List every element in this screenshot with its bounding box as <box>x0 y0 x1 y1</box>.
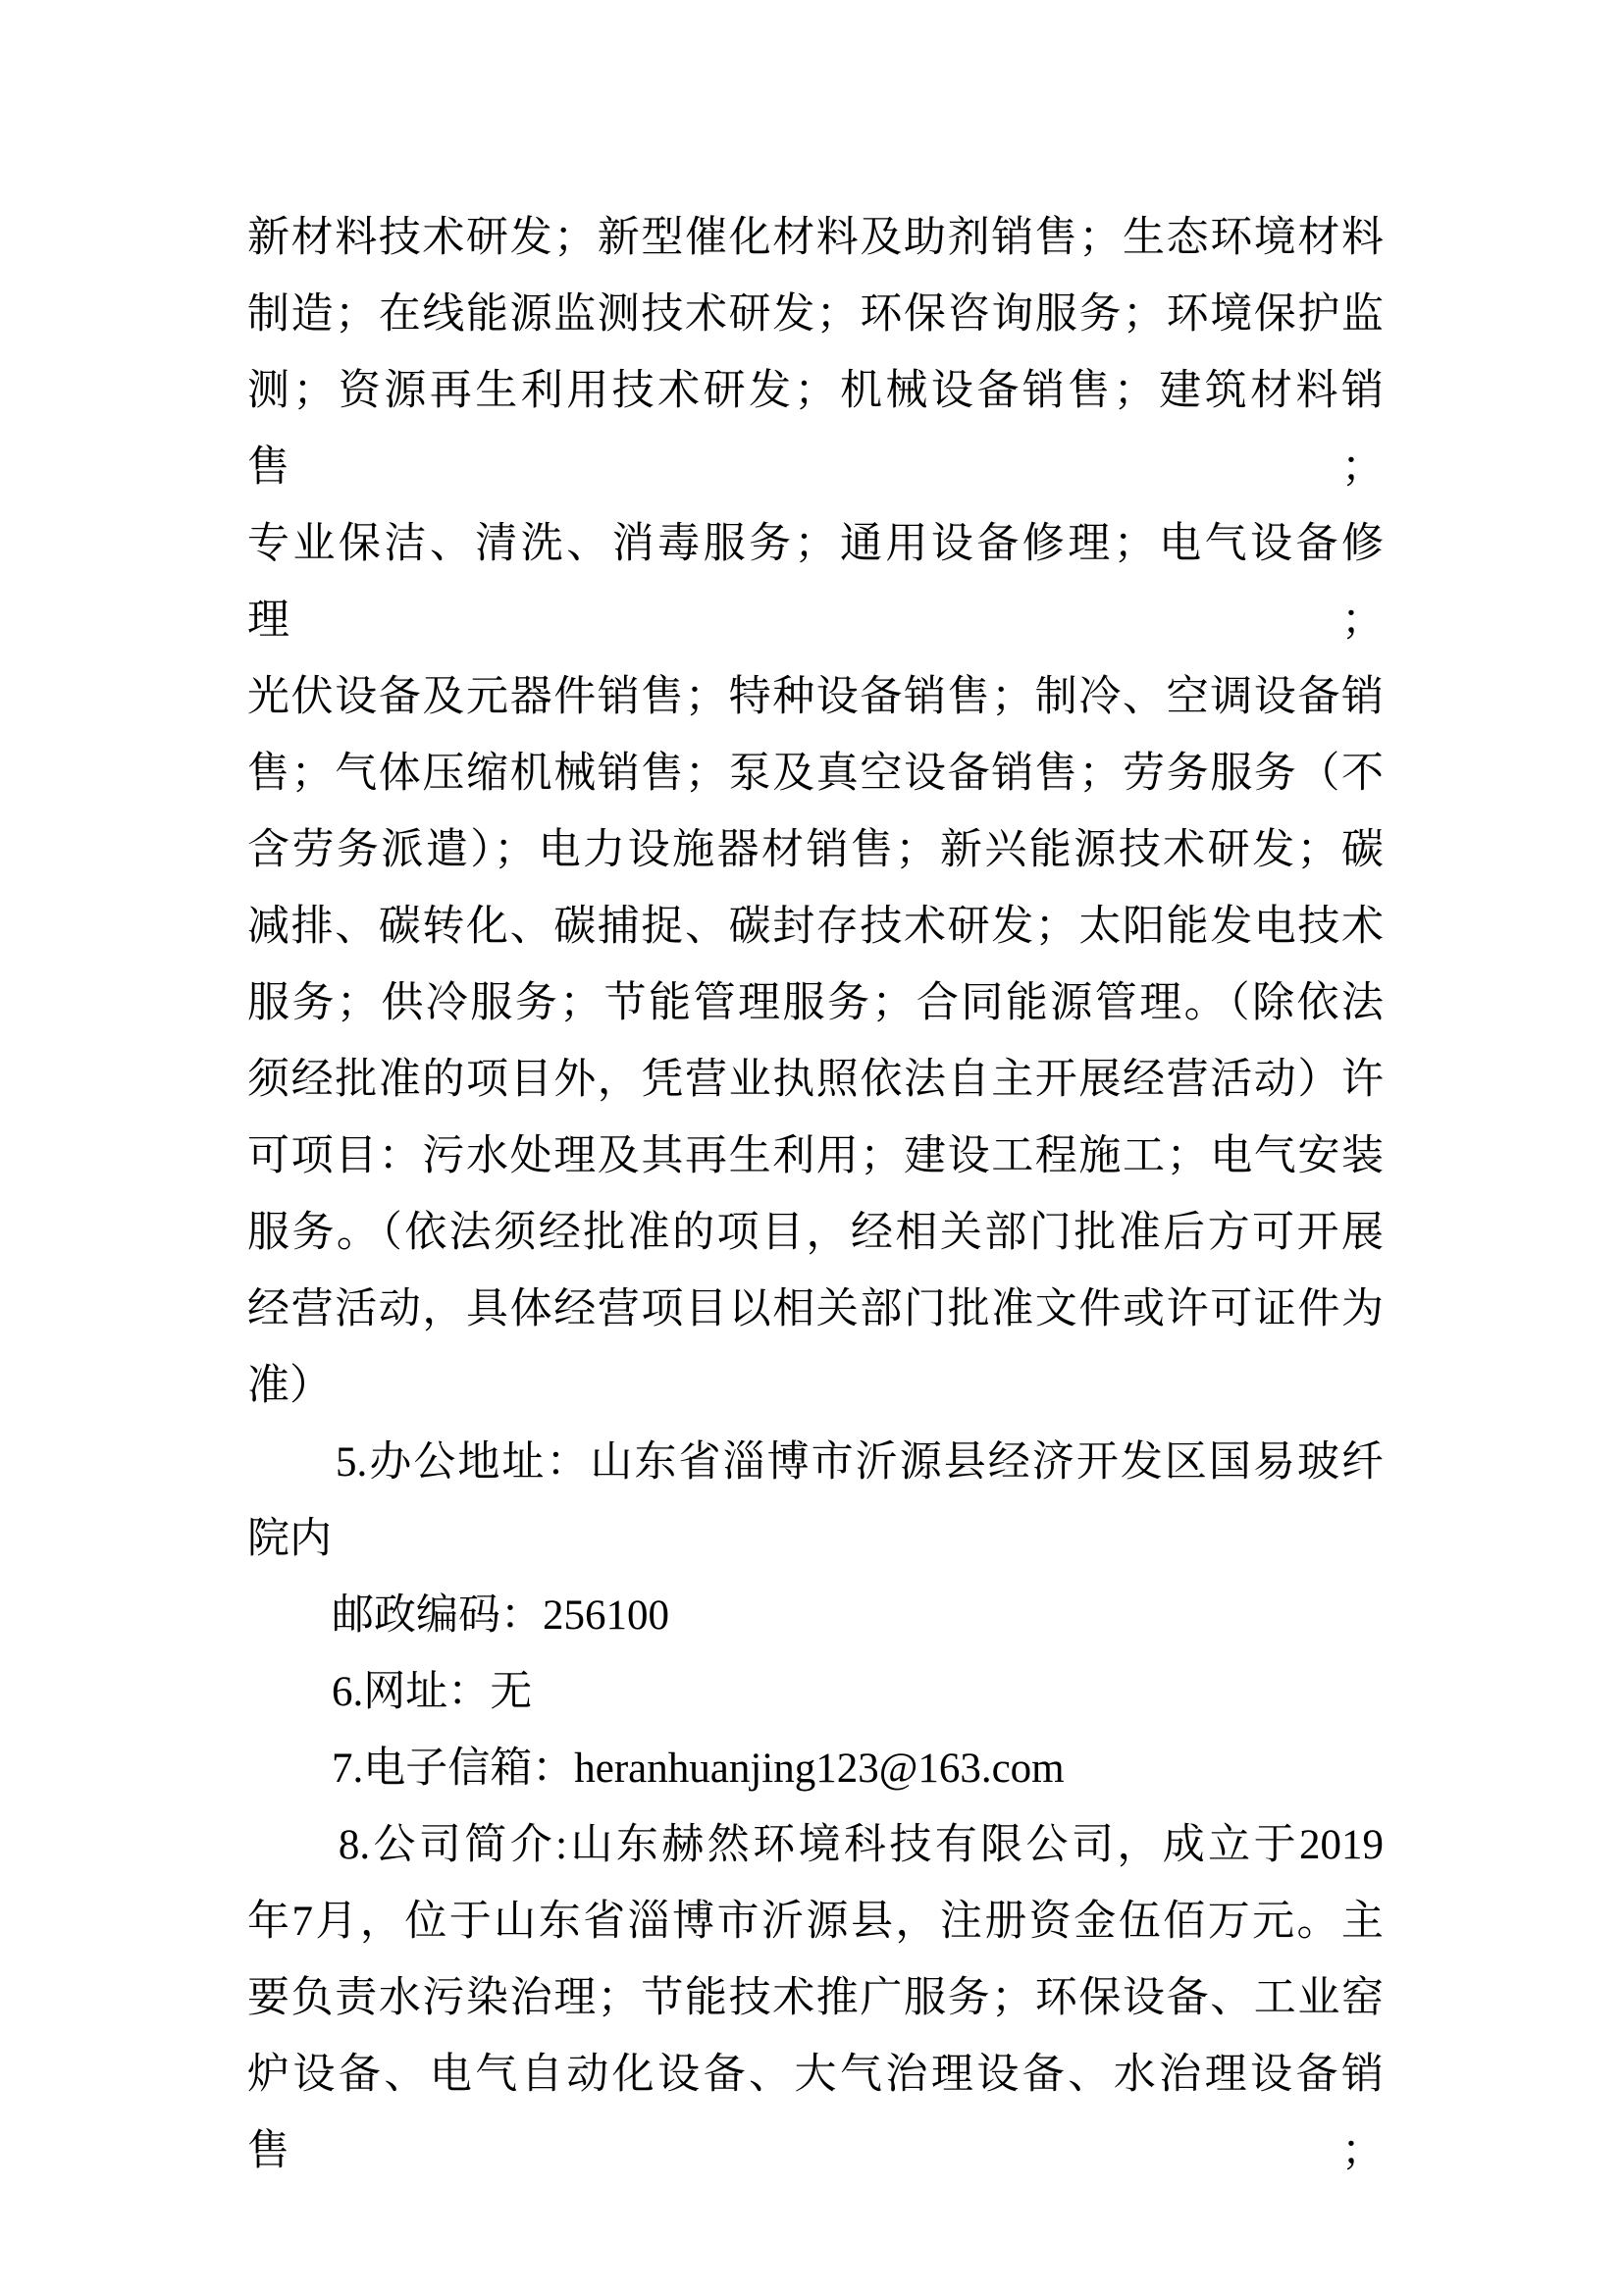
document-line: 炉设备、电气自动化设备、大气治理设备、水治理设备销售； <box>247 2052 1384 2174</box>
document-line: 8.公司简介:山东赫然环境科技有限公司，成立于2019 <box>247 1822 1384 1868</box>
document-line: 邮政编码：256100 <box>247 1592 669 1639</box>
document-line: 7.电子信箱：heranhuanjing123@163.com <box>247 1746 1065 1792</box>
document-line: 5.办公地址：山东省淄博市沂源县经济开发区国易玻纤 <box>247 1439 1384 1486</box>
document-line: 6.网址：无 <box>247 1669 533 1715</box>
document-line: 须经批准的项目外，凭营业执照依法自主开展经营活动）许 <box>247 1057 1384 1103</box>
document-line: 光伏设备及元器件销售；特种设备销售；制冷、空调设备销 <box>247 674 1384 720</box>
document-line: 新材料技术研发；新型催化材料及助剂销售；生态环境材料 <box>247 215 1384 261</box>
document-text-block <box>247 200 1384 2190</box>
document-line: 测；资源再生利用技术研发；机械设备销售；建筑材料销售； <box>247 368 1384 491</box>
document-line: 含劳务派遣）；电力设施器材销售；新兴能源技术研发；碳 <box>247 827 1384 873</box>
document-line: 准） <box>247 1363 332 1409</box>
document-line: 服务。（依法须经批准的项目，经相关部门批准后方可开展 <box>247 1210 1384 1256</box>
document-line: 减排、碳转化、碳捕捉、碳封存技术研发；太阳能发电技术 <box>247 904 1384 950</box>
document-line: 服务；供冷服务；节能管理服务；合同能源管理。（除依法 <box>247 980 1384 1026</box>
document-line: 要负责水污染治理；节能技术推广服务；环保设备、工业窑 <box>247 1975 1384 2021</box>
document-line: 院内 <box>247 1516 332 1562</box>
document-line: 年7月，位于山东省淄博市沂源县，注册资金伍佰万元。主 <box>247 1899 1384 1945</box>
document-line: 制造；在线能源监测技术研发；环保咨询服务；环境保护监 <box>247 291 1384 338</box>
document-line: 专业保洁、清洗、消毒服务；通用设备修理；电气设备修理； <box>247 521 1384 644</box>
document-line: 可项目：污水处理及其再生利用；建设工程施工；电气安装 <box>247 1133 1384 1179</box>
document-line: 经营活动，具体经营项目以相关部门批准文件或许可证件为 <box>247 1286 1384 1332</box>
document-line: 售；气体压缩机械销售；泵及真空设备销售；劳务服务（不 <box>247 751 1384 797</box>
